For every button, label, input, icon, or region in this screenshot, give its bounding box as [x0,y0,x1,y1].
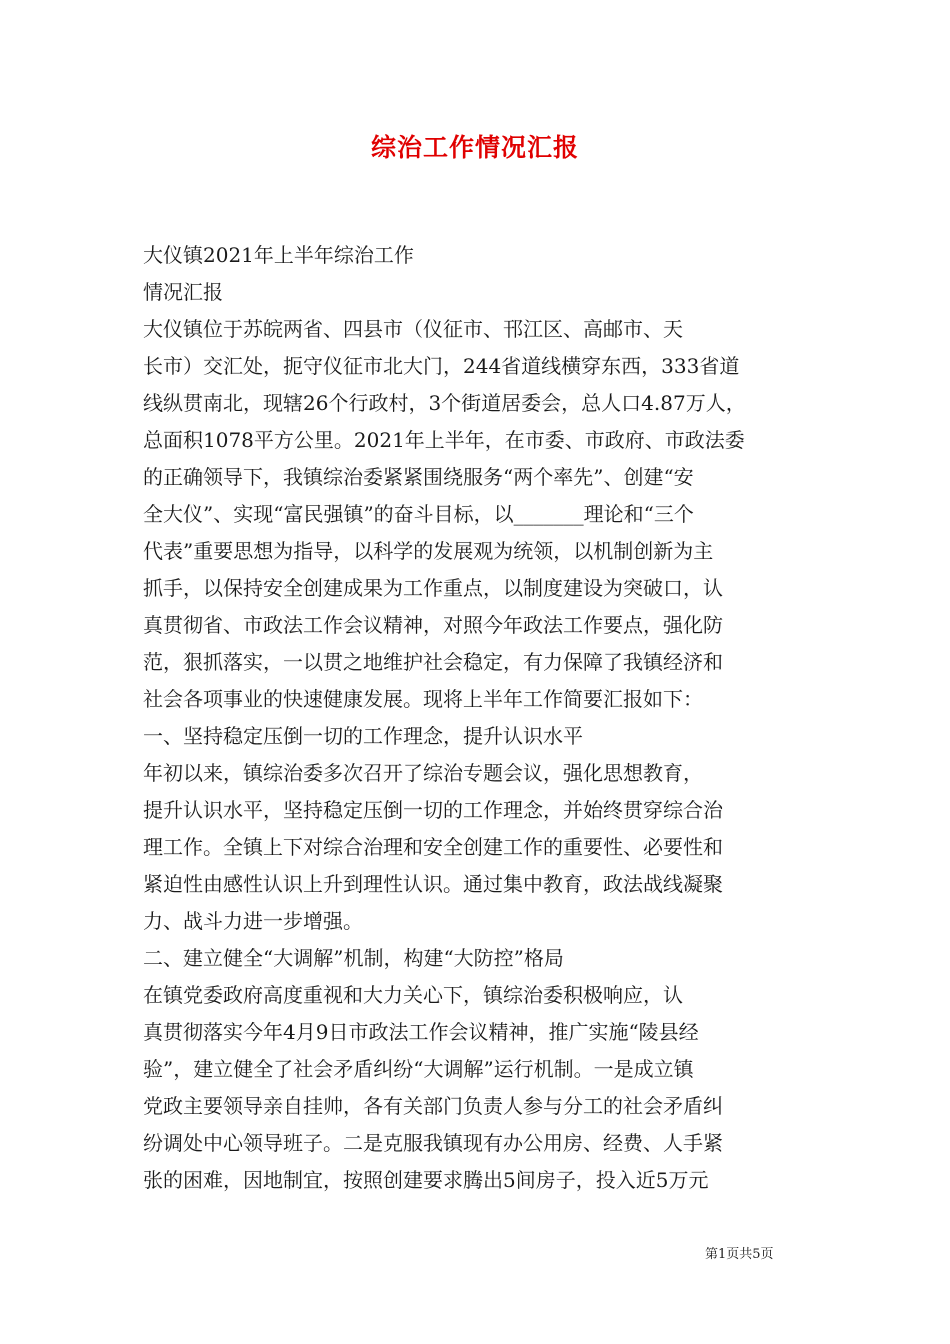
section-heading: 二、建立健全“大调解”机制，构建“大防控”格局 [143,946,564,970]
body-line: 情况汇报 [143,280,223,304]
document-title: 综治工作情况汇报 [370,133,579,162]
body-line: 提升认识水平，坚持稳定压倒一切的工作理念，并始终贯穿综合治 [143,798,723,822]
body-line: 党政主要领导亲自挂帅，各有关部门负责人参与分工的社会矛盾纠 [143,1094,723,1118]
body-line: 的正确领导下，我镇综治委紧紧围绕服务“两个率先”、创建“安 [143,465,694,489]
section-heading: 一、坚持稳定压倒一切的工作理念，提升认识水平 [143,724,583,748]
body-line: 代表”重要思想为指导，以科学的发展观为统领，以机制创新为主 [143,539,714,563]
body-line: 纷调处中心领导班子。二是克服我镇现有办公用房、经费、人手紧 [143,1131,723,1155]
body-line: 张的困难，因地制宜，按照创建要求腾出5间房子，投入近5万元 [143,1168,709,1192]
body-line: 大仪镇2021年上半年综治工作 [143,243,414,267]
body-line: 真贯彻落实今年4月9日市政法工作会议精神，推广实施“陵县经 [143,1020,699,1044]
body-line: 在镇党委政府高度重视和大力关心下，镇综治委积极响应，认 [143,983,683,1007]
page-number: 第1页共5页 [705,1247,774,1262]
body-line: 范，狠抓落实，一以贯之地维护社会稳定，有力保障了我镇经济和 [143,650,723,674]
document-body [143,237,807,1199]
body-line: 社会各项事业的快速健康发展。现将上半年工作简要汇报如下： [143,687,703,711]
body-line: 长市）交汇处，扼守仪征市北大门，244省道线横穿东西，333省道 [143,354,740,378]
body-line: 大仪镇位于苏皖两省、四县市（仪征市、邗江区、高邮市、天 [143,317,683,341]
body-line: 紧迫性由感性认识上升到理性认识。通过集中教育，政法战线凝聚 [143,872,723,896]
body-line: 理工作。全镇上下对综合治理和安全创建工作的重要性、必要性和 [143,835,723,859]
body-line: 总面积1078平方公里。2021年上半年，在市委、市政府、市政法委 [143,428,745,452]
body-line: 年初以来，镇综治委多次召开了综治专题会议，强化思想教育， [143,761,703,785]
body-line: 线纵贯南北，现辖26个行政村，3个街道居委会，总人口4.87万人， [143,391,746,415]
body-line: 力、战斗力进一步增强。 [143,909,363,933]
body-line: 真贯彻省、市政法工作会议精神，对照今年政法工作要点，强化防 [143,613,723,637]
body-line: 验”，建立健全了社会矛盾纠纷“大调解”运行机制。一是成立镇 [143,1057,694,1081]
body-line: 全大仪”、实现“富民强镇”的奋斗目标，以_______理论和“三个 [143,502,694,526]
body-line: 抓手，以保持安全创建成果为工作重点，以制度建设为突破口，认 [143,576,723,600]
